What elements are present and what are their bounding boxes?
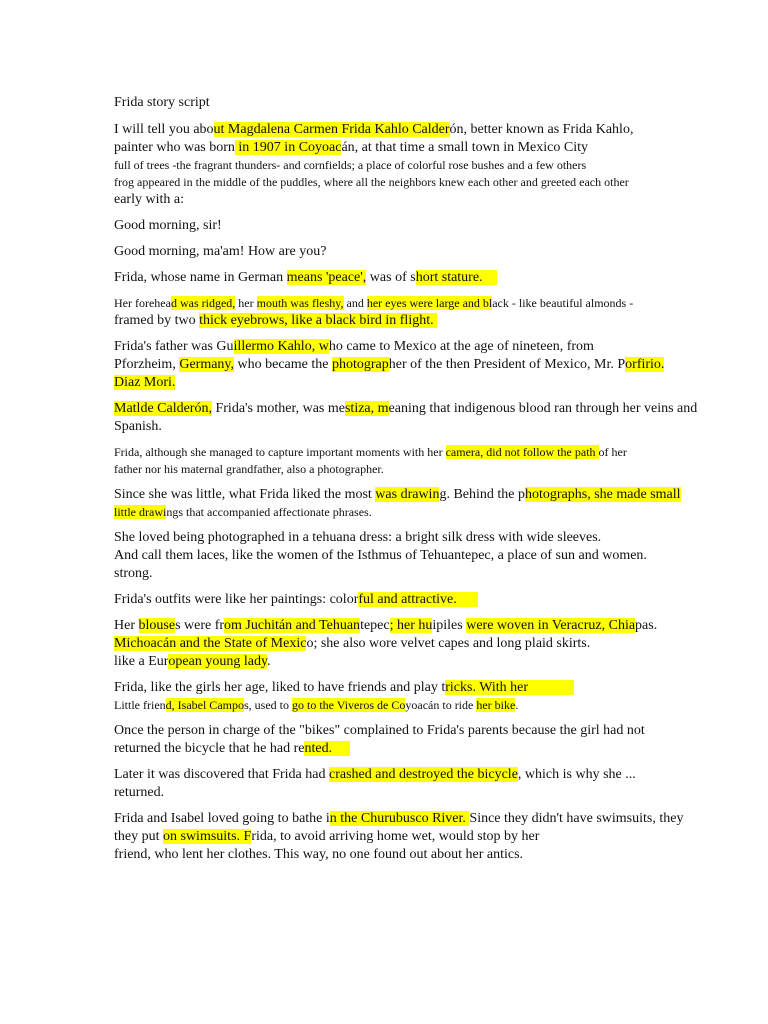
text-segment: strong. bbox=[114, 566, 153, 581]
text-segment: , which is why she ... bbox=[517, 767, 636, 782]
highlighted-text: illermo Kahlo, w bbox=[233, 339, 329, 354]
paragraph bbox=[114, 217, 714, 235]
highlighted-text: ricks. With her bbox=[445, 680, 574, 695]
highlighted-text: in 1907 in Coyoac bbox=[234, 140, 342, 155]
highlighted-text: Germany, bbox=[179, 357, 235, 372]
text-line bbox=[114, 243, 714, 261]
text-line bbox=[114, 486, 714, 504]
text-line bbox=[114, 529, 714, 547]
highlighted-text: on swimsuits. F bbox=[163, 829, 252, 844]
text-line bbox=[114, 295, 714, 312]
text-segment: ipiles bbox=[432, 618, 467, 633]
document-title: Frida story script bbox=[114, 95, 210, 110]
text-segment: Her forehea bbox=[114, 296, 171, 310]
text-segment: ngs that accompanied affectionate phrases. bbox=[166, 505, 372, 519]
text-segment: who became the bbox=[234, 357, 332, 372]
highlighted-text: go to the Viveros de Co bbox=[291, 698, 406, 712]
text-line bbox=[114, 139, 714, 157]
text-line bbox=[114, 157, 714, 174]
highlighted-text: Matlde Calderón, bbox=[114, 401, 212, 416]
text-segment: Pforzheim, bbox=[114, 357, 180, 372]
text-line bbox=[114, 591, 714, 609]
highlighted-text: means 'peace', bbox=[286, 270, 367, 285]
text-segment: rida, to avoid arriving home wet, would stop by her bbox=[251, 829, 540, 844]
highlighted-text: blouse bbox=[138, 618, 176, 633]
text-segment: Since she was little, what Frida liked the most bbox=[114, 487, 376, 502]
text-segment: Frida's outfits were like her paintings: color bbox=[114, 592, 359, 607]
text-line bbox=[114, 547, 714, 565]
highlighted-text: mouth was fleshy, bbox=[256, 296, 344, 310]
paragraph bbox=[114, 810, 714, 864]
text-segment: like a Eur bbox=[114, 654, 169, 669]
highlighted-text: her bike bbox=[476, 698, 516, 712]
highlighted-text: photograp bbox=[331, 357, 389, 372]
highlighted-text: d was ridged, bbox=[170, 296, 236, 310]
highlighted-text: nted. bbox=[304, 741, 350, 756]
text-line bbox=[114, 810, 714, 828]
highlighted-text: hort stature. bbox=[415, 270, 497, 285]
highlighted-text: was drawin bbox=[375, 487, 440, 502]
text-segment: yoacán to ride bbox=[405, 698, 477, 712]
text-line bbox=[114, 312, 714, 330]
text-line bbox=[114, 846, 714, 864]
text-line bbox=[114, 697, 714, 714]
highlighted-text: little drawi bbox=[114, 505, 167, 519]
highlighted-text: crashed and destroyed the bicycle bbox=[328, 767, 518, 782]
text-line bbox=[114, 740, 714, 758]
paragraph bbox=[114, 338, 714, 392]
highlighted-text: stiza, m bbox=[344, 401, 389, 416]
text-segment: And call them laces, like the women of the Isthmus of Tehuantepec, a place of sun and women. bbox=[114, 548, 647, 563]
paragraph bbox=[114, 679, 714, 714]
highlighted-text: Diaz Mori. bbox=[114, 375, 176, 390]
highlighted-text: Michoacán and the State of Mexic bbox=[114, 636, 307, 651]
text-line bbox=[114, 504, 714, 521]
paragraph bbox=[114, 444, 714, 478]
highlighted-text: ; her hu bbox=[389, 618, 433, 633]
highlighted-text: n the Churubusco River. bbox=[329, 811, 470, 826]
paragraph bbox=[114, 269, 714, 287]
text-line bbox=[114, 217, 714, 235]
text-line bbox=[114, 121, 714, 139]
text-segment: returned. bbox=[114, 785, 165, 800]
text-segment: and bbox=[343, 296, 367, 310]
text-segment: Good morning, ma'am! How are you? bbox=[114, 244, 327, 259]
text-segment: frog appeared in the middle of the puddles, where all the neighbors knew each other and greeted each other bbox=[114, 175, 629, 189]
paragraph bbox=[114, 766, 714, 802]
text-segment: of her bbox=[598, 445, 627, 459]
text-segment: o; she also wore velvet capes and long plaid skirts. bbox=[306, 636, 591, 651]
text-segment: s were fr bbox=[175, 618, 225, 633]
text-line bbox=[114, 338, 714, 356]
text-line bbox=[114, 766, 714, 784]
text-segment: Her bbox=[114, 618, 139, 633]
text-line bbox=[114, 635, 714, 653]
text-segment: Frida's father was Gu bbox=[114, 339, 234, 354]
text-segment: her bbox=[235, 296, 257, 310]
paragraph bbox=[114, 617, 714, 671]
text-line bbox=[114, 356, 714, 374]
text-line bbox=[114, 461, 714, 478]
highlighted-text: om Juchitán and Tehuan bbox=[224, 618, 361, 633]
highlighted-text: ful and attractive. bbox=[358, 592, 478, 607]
text-segment: tepec bbox=[360, 618, 390, 633]
text-segment: Frida, although she managed to capture important moments with her bbox=[114, 445, 446, 459]
text-line bbox=[114, 174, 714, 191]
text-line bbox=[114, 269, 714, 287]
paragraph bbox=[114, 121, 714, 209]
text-segment: Later it was discovered that Frida had bbox=[114, 767, 329, 782]
paragraph bbox=[114, 243, 714, 261]
paragraph bbox=[114, 529, 714, 583]
text-segment: . bbox=[267, 654, 271, 669]
text-segment: they put bbox=[114, 829, 163, 844]
text-line bbox=[114, 679, 714, 697]
highlighted-text: ut Magdalena Carmen Frida Kahlo Calder bbox=[213, 122, 450, 137]
text-line bbox=[114, 828, 714, 846]
paragraph-list bbox=[114, 121, 714, 864]
text-segment: pas. bbox=[635, 618, 658, 633]
text-segment: ón, better known as Frida Kahlo, bbox=[449, 122, 634, 137]
text-segment: . bbox=[515, 698, 519, 712]
text-line bbox=[114, 784, 714, 802]
highlighted-text: her eyes were large and bl bbox=[366, 296, 493, 310]
text-segment: father nor his maternal grandfather, also a photographer. bbox=[114, 462, 384, 476]
text-segment: Frida, like the girls her age, liked to have friends and play t bbox=[114, 680, 446, 695]
paragraph bbox=[114, 295, 714, 330]
text-segment: Spanish. bbox=[114, 419, 162, 434]
text-segment: Since they didn't have swimsuits, they bbox=[469, 811, 684, 826]
highlighted-text: orfirio. bbox=[625, 357, 665, 372]
paragraph bbox=[114, 722, 714, 758]
text-segment: Good morning, sir! bbox=[114, 218, 222, 233]
text-segment: Frida, whose name in German bbox=[114, 270, 287, 285]
highlighted-text: camera, did not follow the path bbox=[445, 445, 599, 459]
paragraph bbox=[114, 400, 714, 436]
text-segment: her of the then President of Mexico, Mr. P bbox=[388, 357, 626, 372]
paragraph bbox=[114, 591, 714, 609]
text-segment: returned the bicycle that he had re bbox=[114, 741, 305, 756]
text-line bbox=[114, 374, 714, 392]
text-segment: early with a: bbox=[114, 192, 184, 207]
text-segment: g. Behind the p bbox=[439, 487, 525, 502]
text-segment: She loved being photographed in a tehuana dress: a bright silk dress with wide sleeves. bbox=[114, 530, 602, 545]
highlighted-text: cruz, Chia bbox=[577, 618, 636, 633]
text-line bbox=[114, 191, 714, 209]
text-segment: I will tell you abo bbox=[114, 122, 214, 137]
text-line bbox=[114, 617, 714, 635]
text-segment: Frida and Isabel loved going to bathe i bbox=[114, 811, 330, 826]
text-segment: án, at that time a small town in Mexico City bbox=[341, 140, 588, 155]
text-line bbox=[114, 444, 714, 461]
text-line bbox=[114, 418, 714, 436]
text-segment: Once the person in charge of the "bikes" complained to Frida's parents because the girl had not bbox=[114, 723, 645, 738]
highlighted-text: thick eyebrows, like a black bird in flight. bbox=[199, 313, 438, 328]
highlighted-text: hotographs, she made small bbox=[525, 487, 681, 502]
text-line bbox=[114, 400, 714, 418]
text-line bbox=[114, 653, 714, 671]
text-segment: friend, who lent her clothes. This way, no one found out about her antics. bbox=[114, 847, 524, 862]
text-line bbox=[114, 565, 714, 583]
text-segment: full of trees -the fragrant thunders- and cornfields; a place of colorful rose bushes and a few others bbox=[114, 158, 587, 172]
text-segment: s, used to bbox=[243, 698, 292, 712]
highlighted-text: were woven in Vera bbox=[466, 618, 578, 633]
text-segment: Frida's mother, was me bbox=[211, 401, 345, 416]
highlighted-text: opean young lady bbox=[168, 654, 268, 669]
text-line bbox=[114, 722, 714, 740]
highlighted-text: d, Isabel Campo bbox=[165, 698, 244, 712]
paragraph bbox=[114, 486, 714, 521]
text-segment: framed by two bbox=[114, 313, 200, 328]
text-segment: ho came to Mexico at the age of nineteen, from bbox=[328, 339, 594, 354]
text-segment: eaning that indigenous blood ran through her veins and bbox=[388, 401, 698, 416]
text-segment: Little frien bbox=[114, 698, 166, 712]
text-segment: was of s bbox=[366, 270, 416, 285]
text-segment: painter who was born bbox=[114, 140, 235, 155]
text-segment: ack - like beautiful almonds - bbox=[492, 296, 634, 310]
document-body bbox=[114, 93, 714, 872]
